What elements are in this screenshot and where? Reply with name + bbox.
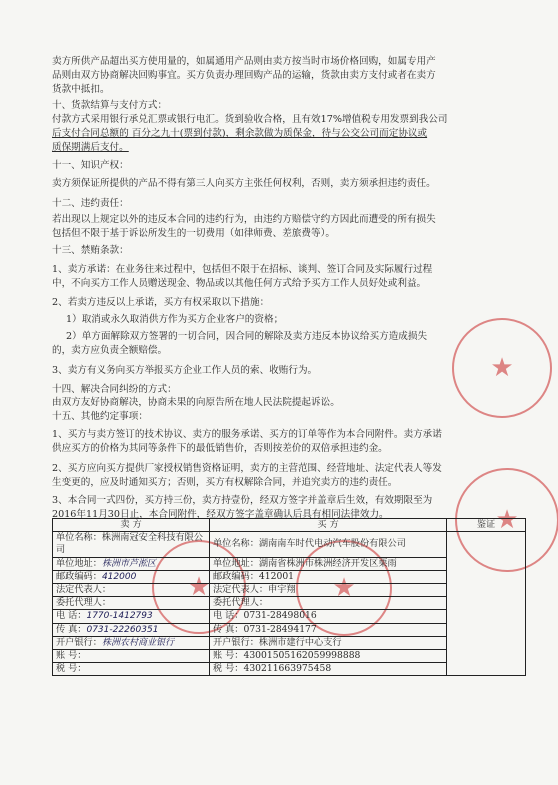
company-seal-stamp: ★ <box>455 468 558 572</box>
buyer-address: 单位地址：湖南省株洲市株洲经济开发区栗雨 <box>210 557 447 570</box>
buyer-fax: 传 真：0731-28494177 <box>210 623 447 636</box>
contract-text-line: 3、卖方有义务向买方举报买方企业工作人员的索、收贿行为。 <box>52 365 318 376</box>
contract-text-line: 2、若卖方违反以上承诺，买方有权采取以下措施： <box>52 297 270 308</box>
contract-text-line: 生变更的，应及时通知买方；否则，买方有权解除合同，并追究卖方的违约责任。 <box>52 477 398 488</box>
seller-fax: 传 真：0731-22260351 <box>53 623 210 636</box>
contract-text-line: 包括但不限于基于诉讼所发生的一切费用（如律师费、差旅费等）。 <box>52 228 336 239</box>
contract-party-table <box>52 518 526 676</box>
contract-text-line: 品则由双方协商解决回购事宜。买方负责办理回购产品的运输，货款由卖方支付或者在卖方 <box>52 70 436 81</box>
contract-text-line: 1）取消或永久取消供方作为买方企业客户的资格； <box>66 314 284 325</box>
contract-text-line: 供应买方的价格为其同等条件下的最低销售价，否则按差价的双倍承担违约金。 <box>52 443 388 454</box>
buyer-header: 买 方 <box>210 519 447 532</box>
seller-legal-rep: 法定代表人： <box>53 584 210 597</box>
contract-text-line: 中，不向买方工作人员赠送现金、物品或以其他任何方式给予买方工作人员好处或利益。 <box>52 278 427 289</box>
contract-text-line: 十三、禁贿条款： <box>52 245 129 256</box>
seller-bank: 开户银行：株洲农村商业银行 <box>53 636 210 649</box>
contract-text-line: 十一、知识产权： <box>52 160 129 171</box>
buyer-postal: 邮政编码：412001 <box>210 570 447 583</box>
buyer-account: 账 号：43001505162059998888 <box>210 650 447 663</box>
contract-text-line: 付款方式采用银行承兑汇票或银行电汇。货到验收合格，且有效17%增值税专用发票到我公司 <box>52 114 448 125</box>
seller-header: 卖 方 <box>53 519 210 532</box>
contract-text-line: 十二、违约责任： <box>52 198 129 209</box>
contract-text-line: 3、本合同一式四份，买方持三份，卖方持壹份，经双方签字并盖章后生效，有效期限至为 <box>52 495 433 506</box>
contract-text-line: 十五、其他约定事项： <box>52 411 148 422</box>
buyer-agent: 委托代理人： <box>210 597 447 610</box>
contract-text-line: 2）单方面解除双方签署的一切合同，因合同的解除及卖方违反本协议给买方造成损失 <box>66 331 428 342</box>
buyer-legal-rep: 法定代表人：申宇翔 <box>210 584 447 597</box>
buyer-name: 单位名称：湖南南车时代电动汽车股份有限公司 <box>210 532 447 557</box>
contract-text-line: 货款中抵扣。 <box>52 84 110 95</box>
company-seal-stamp: ★ <box>452 318 552 418</box>
contract-text-line: 2016年11月30日止，本合同附件，经双方签字盖章确认后具有相同法律效力。 <box>52 509 389 520</box>
contract-text-line: 2、买方应向买方提供厂家授权销售资格证明，卖方的主营范围、经营地址、法定代表人等发 <box>52 463 442 474</box>
contract-text-line: 十、货款结算与支付方式： <box>52 100 168 111</box>
contract-text-line: 1、买方与卖方签订的技术协议、卖方的服务承诺、买方的订单等作为本合同附件。卖方承诺 <box>52 429 442 440</box>
seller-address: 单位地址：株洲市芦淞区 <box>53 557 210 570</box>
seller-name: 单位名称：株洲南冠安全科技有限公司 <box>53 532 210 557</box>
contract-text-line: 1、卖方承诺：在业务往来过程中，包括但不限于在招标、谈判、签订合同及实际履行过程 <box>52 264 433 275</box>
contract-text-line: 的，卖方应负责全额赔偿。 <box>52 345 168 356</box>
contract-text-line: 卖方须保证所提供的产品不得有第三人向买方主张任何权利，否则，卖方须承担违约责任。 <box>52 178 436 189</box>
seller-postal: 邮政编码：412000 <box>53 570 210 583</box>
contract-text-line: 十四、解决合同纠纷的方式： <box>52 384 177 395</box>
buyer-bank: 开户银行：株洲市建行中心支行 <box>210 636 447 649</box>
seller-agent: 委托代理人： <box>53 597 210 610</box>
buyer-phone: 电 话：0731-28498016 <box>210 610 447 623</box>
contract-text-line: 后支付合同总额的 百分之九十(票到付款)，剩余款做为质保金，待与公交公司而定协议或 <box>52 128 428 139</box>
contract-text-line: 卖方所供产品超出买方使用量的，如属通用产品则由卖方按当时市场价格回购，如属专用产 <box>52 56 436 67</box>
seller-tax-id: 税 号： <box>53 663 210 676</box>
seller-account: 账 号： <box>53 650 210 663</box>
witness-header: 鉴证 <box>447 519 526 532</box>
company-seal-stamp: ★ <box>152 540 246 634</box>
buyer-tax-id: 税 号：430211663975458 <box>210 663 447 676</box>
contract-text-line: 由双方友好协商解决，协商未果的向原告所在地人民法院提起诉讼。 <box>52 397 340 408</box>
seller-phone: 电 话：1770-1412793 <box>53 610 210 623</box>
contract-text-line: 质保期满后支付。 <box>52 142 129 153</box>
contract-text-line: 若出现以上规定以外的违反本合同的违约行为，由违约方赔偿守约方因此而遭受的所有损失 <box>52 214 436 225</box>
witness-cell <box>447 532 526 676</box>
company-seal-stamp: ★ <box>296 540 392 636</box>
